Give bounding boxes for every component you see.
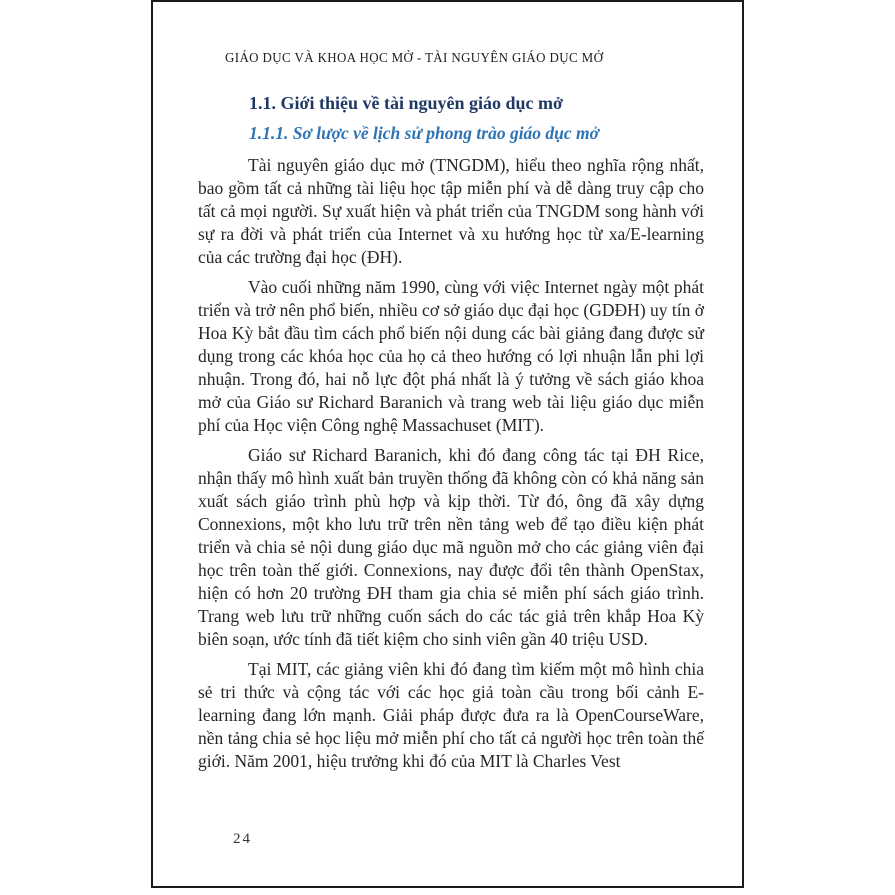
running-header: GIÁO DỤC VÀ KHOA HỌC MỞ - TÀI NGUYÊN GIÁO DỤC MỞ: [225, 50, 604, 65]
paragraph-baranich-connexions: Giáo sư Richard Baranich, khi đó đang công tác tại ĐH Rice, nhận thấy mô hình xuất bản truyền thống đã không còn có khả năng sản xuất sách giáo trình phù hợp và kịp thời. Từ đó, ông đã xây dựng Connexions, một kho lưu trữ trên nền tảng web để tạo điều kiện phát triển và chia sẻ nội dung giáo dục mã nguồn mở cho các giảng viên đại học trên toàn thế giới. Connexions, nay được đổi tên thành OpenStax, hiện có hơn 20 trường ĐH tham gia chia sẻ miễn phí sách giáo trình. Trang web lưu trữ những cuốn sách do các tác giả trên khắp Hoa Kỳ biên soạn, ước tính đã tiết kiệm cho sinh viên gần 40 triệu USD.: [198, 445, 704, 649]
paragraph-1990s-history: Vào cuối những năm 1990, cùng với việc Internet ngày một phát triển và trở nên phổ biến, nhiều cơ sở giáo dục đại học (GDĐH) uy tín ở Hoa Kỳ bắt đầu tìm cách phổ biến nội dung các bài giảng đang được sử dụng trong các khóa học của họ cả theo hướng có lợi nhuận lẫn phi lợi nhuận. Trong đó, hai nỗ lực đột phá nhất là ý tưởng về sách giáo khoa mở của Giáo sư Richard Baranich và trang web tài liệu giáo dục miễn phí của Học viện Công nghệ Massachuset (MIT).: [198, 277, 704, 435]
subsection-heading: 1.1.1. Sơ lược về lịch sử phong trào giáo dục mở: [249, 123, 600, 143]
page-number: 24: [233, 831, 252, 847]
paragraph-mit-opencourseware: Tại MIT, các giảng viên khi đó đang tìm kiếm một mô hình chia sẻ tri thức và cộng tác với các học giả toàn cầu trong bối cảnh E-learning đang lớn mạnh. Giải pháp được đưa ra là OpenCourseWare, nền tảng chia sẻ học liệu mở miễn phí cho tất cả người học trên toàn thế giới. Năm 2001, hiệu trưởng khi đó của MIT là Charles Vest: [198, 659, 704, 771]
body-text: [198, 154, 704, 773]
paragraph-intro-tngdm: Tài nguyên giáo dục mở (TNGDM), hiểu theo nghĩa rộng nhất, bao gồm tất cả những tài liệu học tập miễn phí và dễ dàng truy cập cho tất cả mọi người. Sự xuất hiện và phát triển của TNGDM song hành với sự ra đời và phát triển của Internet và xu hướng học từ xa/E-learning của các trường đại học (ĐH).: [198, 155, 704, 267]
section-heading: 1.1. Giới thiệu về tài nguyên giáo dục mở: [249, 93, 563, 113]
book-page: [151, 0, 744, 888]
